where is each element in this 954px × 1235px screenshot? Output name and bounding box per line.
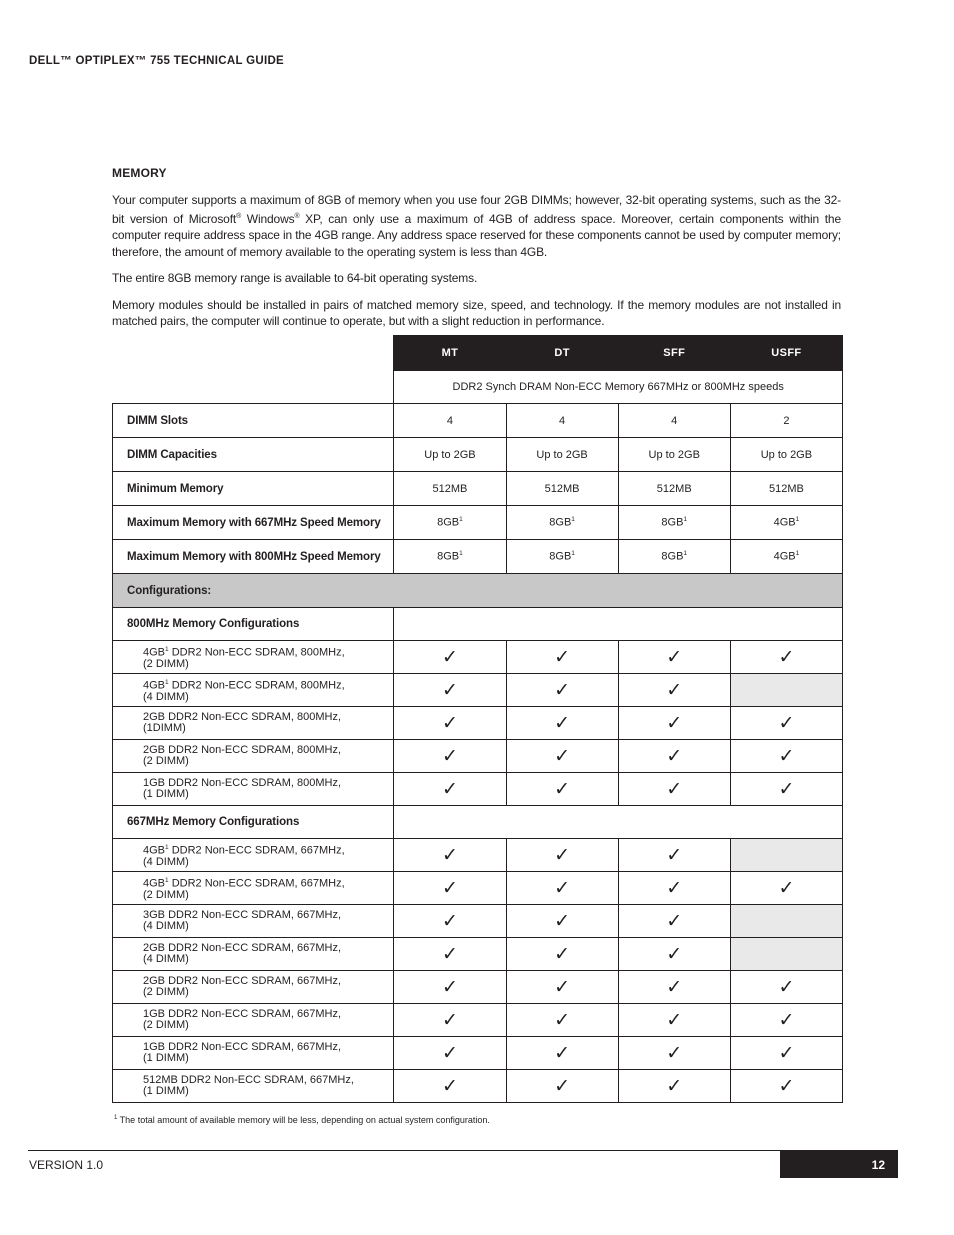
spec-value-dt xyxy=(506,540,618,574)
checkmark-icon: ✓ xyxy=(730,707,842,740)
checkmark-icon: ✓ xyxy=(618,938,730,971)
spec-value-mt xyxy=(394,540,506,574)
paragraph-text-a: Your computer supports a maximum of 8GB of memory when you use four 2GB DIMMs; however, 32-bit operating systems, such as the 32-bit version of Microsoft xyxy=(112,193,841,226)
config-label xyxy=(113,971,394,1004)
spec-value-sff xyxy=(618,404,730,438)
config-row xyxy=(113,740,843,773)
spec-value-text: 4 xyxy=(671,414,678,427)
spec-value-sff xyxy=(618,438,730,472)
footnote-mark: 1 xyxy=(571,516,575,524)
footnote-mark: 1 xyxy=(683,516,688,524)
spec-value-text: 512MB xyxy=(768,482,804,495)
config-row xyxy=(113,1037,843,1070)
config-group-blank xyxy=(394,806,843,839)
checkmark-icon: ✓ xyxy=(506,839,618,872)
registered-mark: ® xyxy=(236,212,242,220)
config-desc: 2GB DDR2 Non-ECC SDRAM, 800MHz, xyxy=(143,743,342,756)
column-header-usff: USFF xyxy=(730,336,842,371)
checkmark-icon: ✓ xyxy=(730,773,842,806)
spec-row xyxy=(113,438,843,472)
config-desc: DDR2 Non-ECC SDRAM, 667MHz, xyxy=(168,877,345,890)
config-row xyxy=(113,1004,843,1037)
checkmark-icon: ✓ xyxy=(506,773,618,806)
config-label xyxy=(113,938,394,971)
spec-value-dt xyxy=(506,506,618,540)
blank-corner xyxy=(113,371,394,404)
spec-value-text: 8GB xyxy=(437,516,460,529)
checkmark-icon: ✓ xyxy=(618,839,730,872)
spec-value-sff xyxy=(618,540,730,574)
spec-label: DIMM Capacities xyxy=(113,438,394,472)
spec-label: Maximum Memory with 800MHz Speed Memory xyxy=(113,540,394,574)
paragraph-matched-pairs: Memory modules should be installed in pairs of matched memory size, speed, and technology. If the memory modules are not installed in matched pairs, the computer will continue to operate, but with a slight reduction in performance. xyxy=(112,297,841,328)
config-desc: 1GB DDR2 Non-ECC SDRAM, 667MHz, xyxy=(143,1040,342,1053)
config-desc: 512MB DDR2 Non-ECC SDRAM, 667MHz, xyxy=(143,1073,354,1086)
config-row xyxy=(113,938,843,971)
checkmark-icon: ✓ xyxy=(506,641,618,674)
checkmark-icon: ✓ xyxy=(618,1037,730,1070)
spec-value-usff xyxy=(730,540,842,574)
checkmark-icon: ✓ xyxy=(730,1037,842,1070)
checkmark-icon: ✓ xyxy=(394,839,506,872)
checkmark-icon: ✓ xyxy=(506,740,618,773)
memory-table xyxy=(112,335,843,1103)
spec-value-text: Up to 2GB xyxy=(648,448,700,461)
config-group-label: 667MHz Memory Configurations xyxy=(113,806,394,839)
config-label xyxy=(113,1070,394,1103)
config-desc: 1GB DDR2 Non-ECC SDRAM, 800MHz, xyxy=(143,776,342,789)
footnote-mark: 1 xyxy=(165,876,169,884)
footnote-mark: 1 xyxy=(795,516,800,524)
config-dimm: (2 DIMM) xyxy=(143,657,189,670)
spec-value-mt xyxy=(394,404,506,438)
page-number-box xyxy=(780,1151,898,1178)
config-label xyxy=(113,1037,394,1070)
spec-value-text: 4GB xyxy=(773,550,796,563)
section-title: MEMORY xyxy=(112,166,167,180)
config-size: 4GB xyxy=(143,646,166,659)
checkmark-icon: ✓ xyxy=(506,872,618,905)
config-dimm: (4 DIMM) xyxy=(143,690,189,703)
config-row xyxy=(113,1070,843,1103)
column-header-dt: DT xyxy=(506,336,618,371)
checkmark-icon: ✓ xyxy=(730,1070,842,1103)
checkmark-icon: ✓ xyxy=(506,938,618,971)
config-desc: 1GB DDR2 Non-ECC SDRAM, 667MHz, xyxy=(143,1007,342,1020)
config-group-blank xyxy=(394,608,843,641)
version-label: VERSION 1.0 xyxy=(29,1158,104,1172)
spec-label: Minimum Memory xyxy=(113,472,394,506)
config-desc: DDR2 Non-ECC SDRAM, 800MHz, xyxy=(168,646,345,659)
spec-value-sff xyxy=(618,472,730,506)
table-header-row xyxy=(113,336,843,371)
config-size: 4GB xyxy=(143,679,166,692)
config-size: 4GB xyxy=(143,844,166,857)
checkmark-icon: ✓ xyxy=(618,773,730,806)
checkmark-icon: ✓ xyxy=(618,674,730,707)
checkmark-icon: ✓ xyxy=(618,740,730,773)
spec-row xyxy=(113,540,843,574)
spec-value-text: 512MB xyxy=(432,482,468,495)
config-desc: 3GB DDR2 Non-ECC SDRAM, 667MHz, xyxy=(143,908,342,921)
config-dimm: (4 DIMM) xyxy=(143,920,189,932)
footnote-mark: 1 xyxy=(683,550,688,558)
checkmark-icon: ✓ xyxy=(394,971,506,1004)
config-row xyxy=(113,674,843,707)
checkmark-icon: ✓ xyxy=(730,971,842,1004)
config-label xyxy=(113,839,394,872)
spec-value-dt xyxy=(506,404,618,438)
checkmark-icon: ✓ xyxy=(618,707,730,740)
checkmark-icon: ✓ xyxy=(394,872,506,905)
config-dimm: (4 DIMM) xyxy=(143,953,189,965)
spec-value-text: 512MB xyxy=(656,482,692,495)
config-row xyxy=(113,707,843,740)
config-label xyxy=(113,773,394,806)
checkmark-icon: ✓ xyxy=(394,707,506,740)
config-row xyxy=(113,773,843,806)
registered-mark: ® xyxy=(294,212,300,220)
checkmark-icon: ✓ xyxy=(394,938,506,971)
footnote-mark: 1 xyxy=(165,843,169,851)
config-group-row xyxy=(113,806,843,839)
config-label xyxy=(113,707,394,740)
footnote-mark: 1 xyxy=(459,516,463,524)
blank-corner xyxy=(113,336,394,371)
checkmark-icon: ✓ xyxy=(730,1004,842,1037)
checkmark-icon: ✓ xyxy=(730,872,842,905)
spec-value-text: 512MB xyxy=(544,482,580,495)
footnote xyxy=(114,1115,490,1125)
column-header-sff: SFF xyxy=(618,336,730,371)
config-desc: 2GB DDR2 Non-ECC SDRAM, 667MHz, xyxy=(143,974,342,987)
spec-value-mt xyxy=(394,472,506,506)
checkmark-icon: ✓ xyxy=(506,1070,618,1103)
spec-value-dt xyxy=(506,472,618,506)
spec-value-mt xyxy=(394,506,506,540)
checkmark-icon: ✓ xyxy=(506,1037,618,1070)
spec-value-text: Up to 2GB xyxy=(424,448,476,461)
ddr-note-row xyxy=(113,371,843,404)
spec-value-sff xyxy=(618,506,730,540)
checkmark-icon: ✓ xyxy=(394,1037,506,1070)
footnote-mark: 1 xyxy=(459,550,463,558)
footnote-mark: 1 xyxy=(114,1115,118,1121)
spec-label: DIMM Slots xyxy=(113,404,394,438)
spec-value-usff xyxy=(730,404,842,438)
checkmark-icon: ✓ xyxy=(394,1070,506,1103)
checkmark-icon: ✓ xyxy=(394,674,506,707)
checkmark-icon: ✓ xyxy=(506,905,618,938)
not-supported-cell-usff xyxy=(730,674,842,707)
checkmark-icon: ✓ xyxy=(618,1004,730,1037)
not-supported-cell-usff xyxy=(730,839,842,872)
spec-value-text: Up to 2GB xyxy=(760,448,813,461)
config-row xyxy=(113,641,843,674)
checkmark-icon: ✓ xyxy=(394,905,506,938)
config-size: 4GB xyxy=(143,877,166,890)
configurations-label: Configurations: xyxy=(113,574,843,608)
checkmark-icon: ✓ xyxy=(506,971,618,1004)
footnote-mark: 1 xyxy=(571,550,575,558)
spec-value-text: 8GB xyxy=(661,516,684,529)
config-dimm: (2 DIMM) xyxy=(143,888,189,901)
spec-value-mt xyxy=(394,438,506,472)
footnote-mark: 1 xyxy=(165,678,169,686)
footnote-mark: 1 xyxy=(795,550,800,558)
memory-section xyxy=(112,166,841,340)
footer-rule xyxy=(28,1150,898,1151)
checkmark-icon: ✓ xyxy=(394,641,506,674)
checkmark-icon: ✓ xyxy=(394,1004,506,1037)
footnote-text: The total amount of available memory will be less, depending on actual system configuration. xyxy=(117,1115,490,1125)
config-desc: DDR2 Non-ECC SDRAM, 667MHz, xyxy=(168,844,345,857)
config-label xyxy=(113,872,394,905)
config-group-label: 800MHz Memory Configurations xyxy=(113,608,394,641)
spec-value-dt xyxy=(506,438,618,472)
checkmark-icon: ✓ xyxy=(506,707,618,740)
config-label xyxy=(113,740,394,773)
paragraph-max-memory xyxy=(112,192,841,260)
config-row xyxy=(113,872,843,905)
checkmark-icon: ✓ xyxy=(618,641,730,674)
config-row xyxy=(113,971,843,1004)
ddr-note: DDR2 Synch DRAM Non-ECC Memory 667MHz or 800MHz speeds xyxy=(394,371,843,404)
document-header-title: DELL™ OPTIPLEX™ 755 TECHNICAL GUIDE xyxy=(29,55,285,67)
spec-value-text: 4GB xyxy=(773,516,796,529)
checkmark-icon: ✓ xyxy=(618,971,730,1004)
spec-value-text: 8GB xyxy=(437,550,460,563)
spec-value-usff xyxy=(730,506,842,540)
config-dimm: (1 DIMM) xyxy=(143,788,189,800)
spec-value-text: Up to 2GB xyxy=(536,448,588,461)
paragraph-64bit: The entire 8GB memory range is available to 64-bit operating systems. xyxy=(112,271,478,285)
column-header-mt: MT xyxy=(394,336,506,371)
paragraph-text-c: XP, can only use a maximum of 4GB of address space. Moreover, certain components within the computer require address space in the 4GB range. Any address space reserved for these components cannot be used by computer memory; therefore, the amount of memory available to the operating system is less than 4GB. xyxy=(112,211,841,259)
checkmark-icon: ✓ xyxy=(506,674,618,707)
config-row xyxy=(113,905,843,938)
paragraph-text-b: Windows xyxy=(241,211,295,226)
config-label xyxy=(113,1004,394,1037)
footnote-mark: 1 xyxy=(165,645,169,653)
configurations-row xyxy=(113,574,843,608)
spec-value-text: 4 xyxy=(446,414,453,427)
spec-value-text: 4 xyxy=(559,414,566,427)
checkmark-icon: ✓ xyxy=(618,1070,730,1103)
not-supported-cell-usff xyxy=(730,905,842,938)
config-label xyxy=(113,674,394,707)
config-desc: 2GB DDR2 Non-ECC SDRAM, 800MHz, xyxy=(143,710,342,723)
spec-value-text: 2 xyxy=(783,414,790,427)
spec-row xyxy=(113,472,843,506)
spec-value-text: 8GB xyxy=(549,516,572,529)
config-dimm: (1DIMM) xyxy=(143,722,186,734)
not-supported-cell-usff xyxy=(730,938,842,971)
spec-value-usff xyxy=(730,438,842,472)
config-row xyxy=(113,839,843,872)
spec-value-usff xyxy=(730,472,842,506)
checkmark-icon: ✓ xyxy=(618,872,730,905)
config-dimm: (2 DIMM) xyxy=(143,1019,189,1031)
checkmark-icon: ✓ xyxy=(618,905,730,938)
config-desc: DDR2 Non-ECC SDRAM, 800MHz, xyxy=(168,679,345,692)
config-dimm: (2 DIMM) xyxy=(143,986,189,998)
config-dimm: (2 DIMM) xyxy=(143,755,189,767)
spec-value-text: 8GB xyxy=(549,550,572,563)
page-number: 12 xyxy=(871,1158,885,1172)
spec-row xyxy=(113,506,843,540)
checkmark-icon: ✓ xyxy=(730,740,842,773)
spec-label: Maximum Memory with 667MHz Speed Memory xyxy=(113,506,394,540)
config-dimm: (1 DIMM) xyxy=(143,1085,189,1097)
config-label xyxy=(113,641,394,674)
config-dimm: (4 DIMM) xyxy=(143,855,189,868)
checkmark-icon: ✓ xyxy=(506,1004,618,1037)
config-desc: 2GB DDR2 Non-ECC SDRAM, 667MHz, xyxy=(143,941,342,954)
config-group-row xyxy=(113,608,843,641)
spec-row xyxy=(113,404,843,438)
checkmark-icon: ✓ xyxy=(394,773,506,806)
checkmark-icon: ✓ xyxy=(730,641,842,674)
config-dimm: (1 DIMM) xyxy=(143,1052,189,1064)
config-label xyxy=(113,905,394,938)
spec-value-text: 8GB xyxy=(661,550,684,563)
checkmark-icon: ✓ xyxy=(394,740,506,773)
